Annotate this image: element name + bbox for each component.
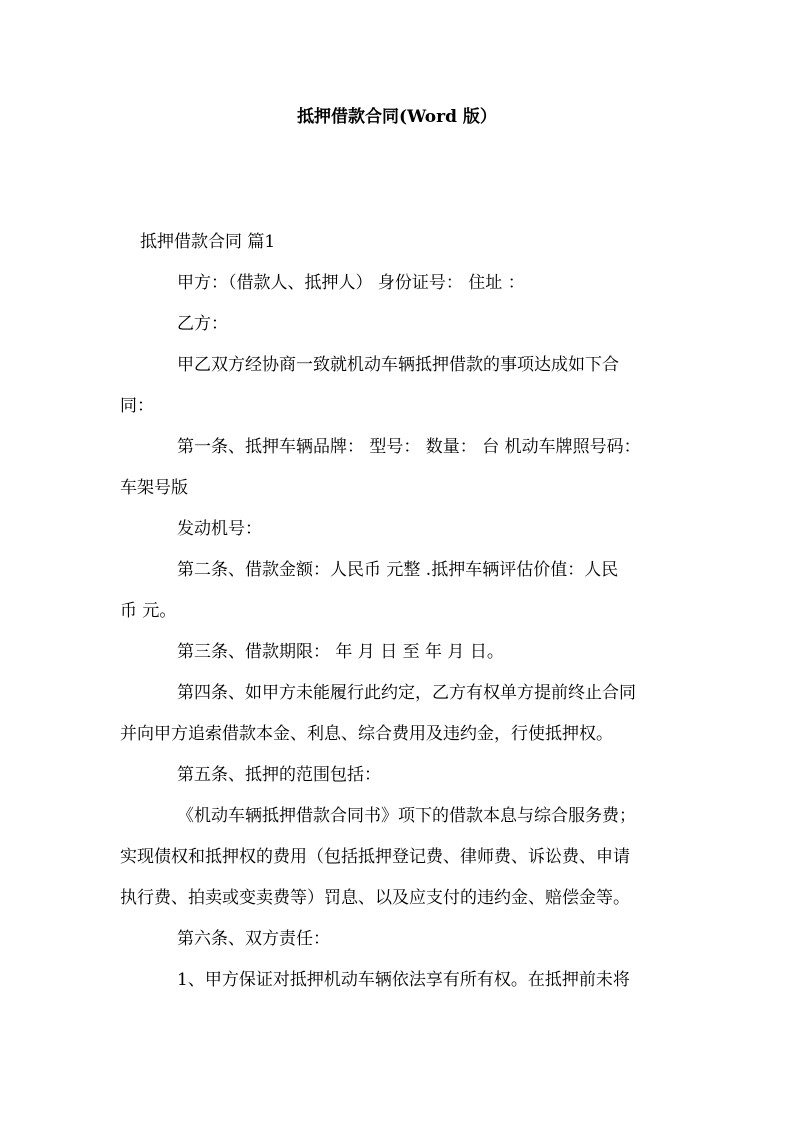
text-line: 第二条、借款金额：人民币 元整 .抵押车辆评估价值：人民 xyxy=(177,560,619,580)
text-line: 同： xyxy=(120,396,154,416)
document-title: 抵押借款合同(Word 版） xyxy=(297,107,497,127)
text-line: 抵押借款合同 篇1 xyxy=(140,232,276,252)
text-line: 第四条、如甲方未能履行此约定，乙方有权单方提前终止合同 xyxy=(177,683,636,703)
text-line: 乙方： xyxy=(177,314,228,334)
text-line: 第五条、抵押的范围包括： xyxy=(177,765,381,785)
text-line: 《机动车辆抵押借款合同书》项下的借款本息与综合服务费； xyxy=(177,806,636,826)
text-line: 第一条、抵押车辆品牌： 型号： 数量： 台 机动车牌照号码： xyxy=(177,437,641,457)
text-line: 1、甲方保证对抵押机动车辆依法享有所有权。在抵押前未将 xyxy=(177,970,630,990)
text-line: 并向甲方追索借款本金、利息、综合费用及违约金，行使抵押权。 xyxy=(120,724,613,744)
text-line: 币 元。 xyxy=(120,601,177,621)
text-line: 甲乙双方经协商一致就机动车辆抵押借款的事项达成如下合 xyxy=(177,355,619,375)
text-line: 甲方：（借款人、抵押人） 身份证号： 住址 ： xyxy=(177,273,525,293)
text-line: 第三条、借款期限： 年 月 日 至 年 月 日。 xyxy=(177,642,504,662)
text-line: 第六条、双方责任： xyxy=(177,929,330,949)
text-line: 实现债权和抵押权的费用（包括抵押登记费、律师费、诉讼费、申请 xyxy=(120,847,630,867)
text-line: 车架号版 xyxy=(120,478,188,498)
text-line: 执行费、拍卖或变卖费等）罚息、以及应支付的违约金、赔偿金等。 xyxy=(120,888,630,908)
text-line: 发动机号： xyxy=(177,519,262,539)
